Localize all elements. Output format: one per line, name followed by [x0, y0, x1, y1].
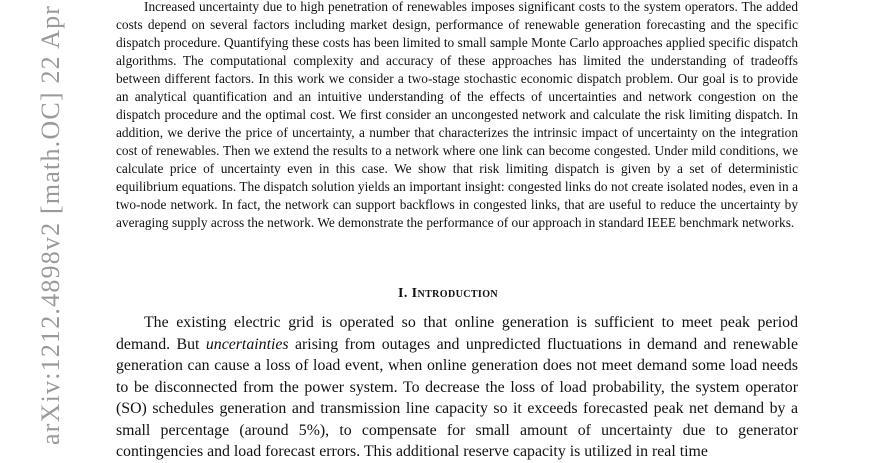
abstract: [116, 0, 798, 232]
section-number: I.: [397, 286, 408, 301]
intro-text-part1: The existing electric grid is operated so that online generation is sufficient to meet peak period demand. But: [116, 314, 798, 353]
intro-text-part2: arising from outages and unpredicted fluctuations in demand and renewable generation can cause a loss of load event, when online generation does not meet demand some load needs to be disconnected from the power system. To decrease the loss of load probability, the system operator (SO) schedules generation and transmission line capacity so it exceeds forecasted peak net demand by a small percentage (around 5%), to compensate for small amount of uncertainty due to generator contingencies and load forecast errors. This additional reserve capacity is utilized in real time: [116, 335, 798, 460]
section-heading: [0, 286, 896, 302]
intro-emphasis: uncertainties: [205, 335, 289, 353]
arxiv-side-stamp: [0, 0, 65, 450]
section-title: Introduction: [411, 286, 499, 301]
arxiv-identifier: arXiv:1212.4898v2 [math.OC] 22 Apr: [36, 4, 65, 445]
introduction-body: [116, 312, 798, 463]
introduction-paragraph: [116, 312, 798, 463]
abstract-paragraph: Increased uncertainty due to high penetration of renewables imposes significant costs to the system operators. The added costs depend on several factors including market design, performance of renewable generation forecasting and the specific dispatch procedure. Quantifying these costs has been limited to small sample Monte Carlo approaches applied specific dispatch algorithms. The computational complexity and accuracy of these approaches has limited the understanding of tradeoffs between different factors. In this work we consider a two-stage stochastic economic dispatch problem. Our goal is to provide an analytical quantification and an intuitive understanding of the effects of uncertainties and network congestion on the dispatch procedure and the optimal cost. We first consider an uncongested network and calculate the risk limiting dispatch. In addition, we derive the price of uncertainty, a number that characterizes the intrinsic impact of uncertainty on the integration cost of renewables. Then we extend the results to a network where one link can become congested. Under mild conditions, we calculate price of uncertainty even in this case. We show that risk limiting dispatch is given by a set of deterministic equilibrium equations. The dispatch solution yields an important insight: congested links do not create isolated nodes, even in a two-node network. In fact, the network can support backflows in congested links, that are useful to reduce the uncertainty by averaging supply across the network. We demonstrate the performance of our approach in standard IEEE benchmark networks.: [116, 0, 798, 230]
